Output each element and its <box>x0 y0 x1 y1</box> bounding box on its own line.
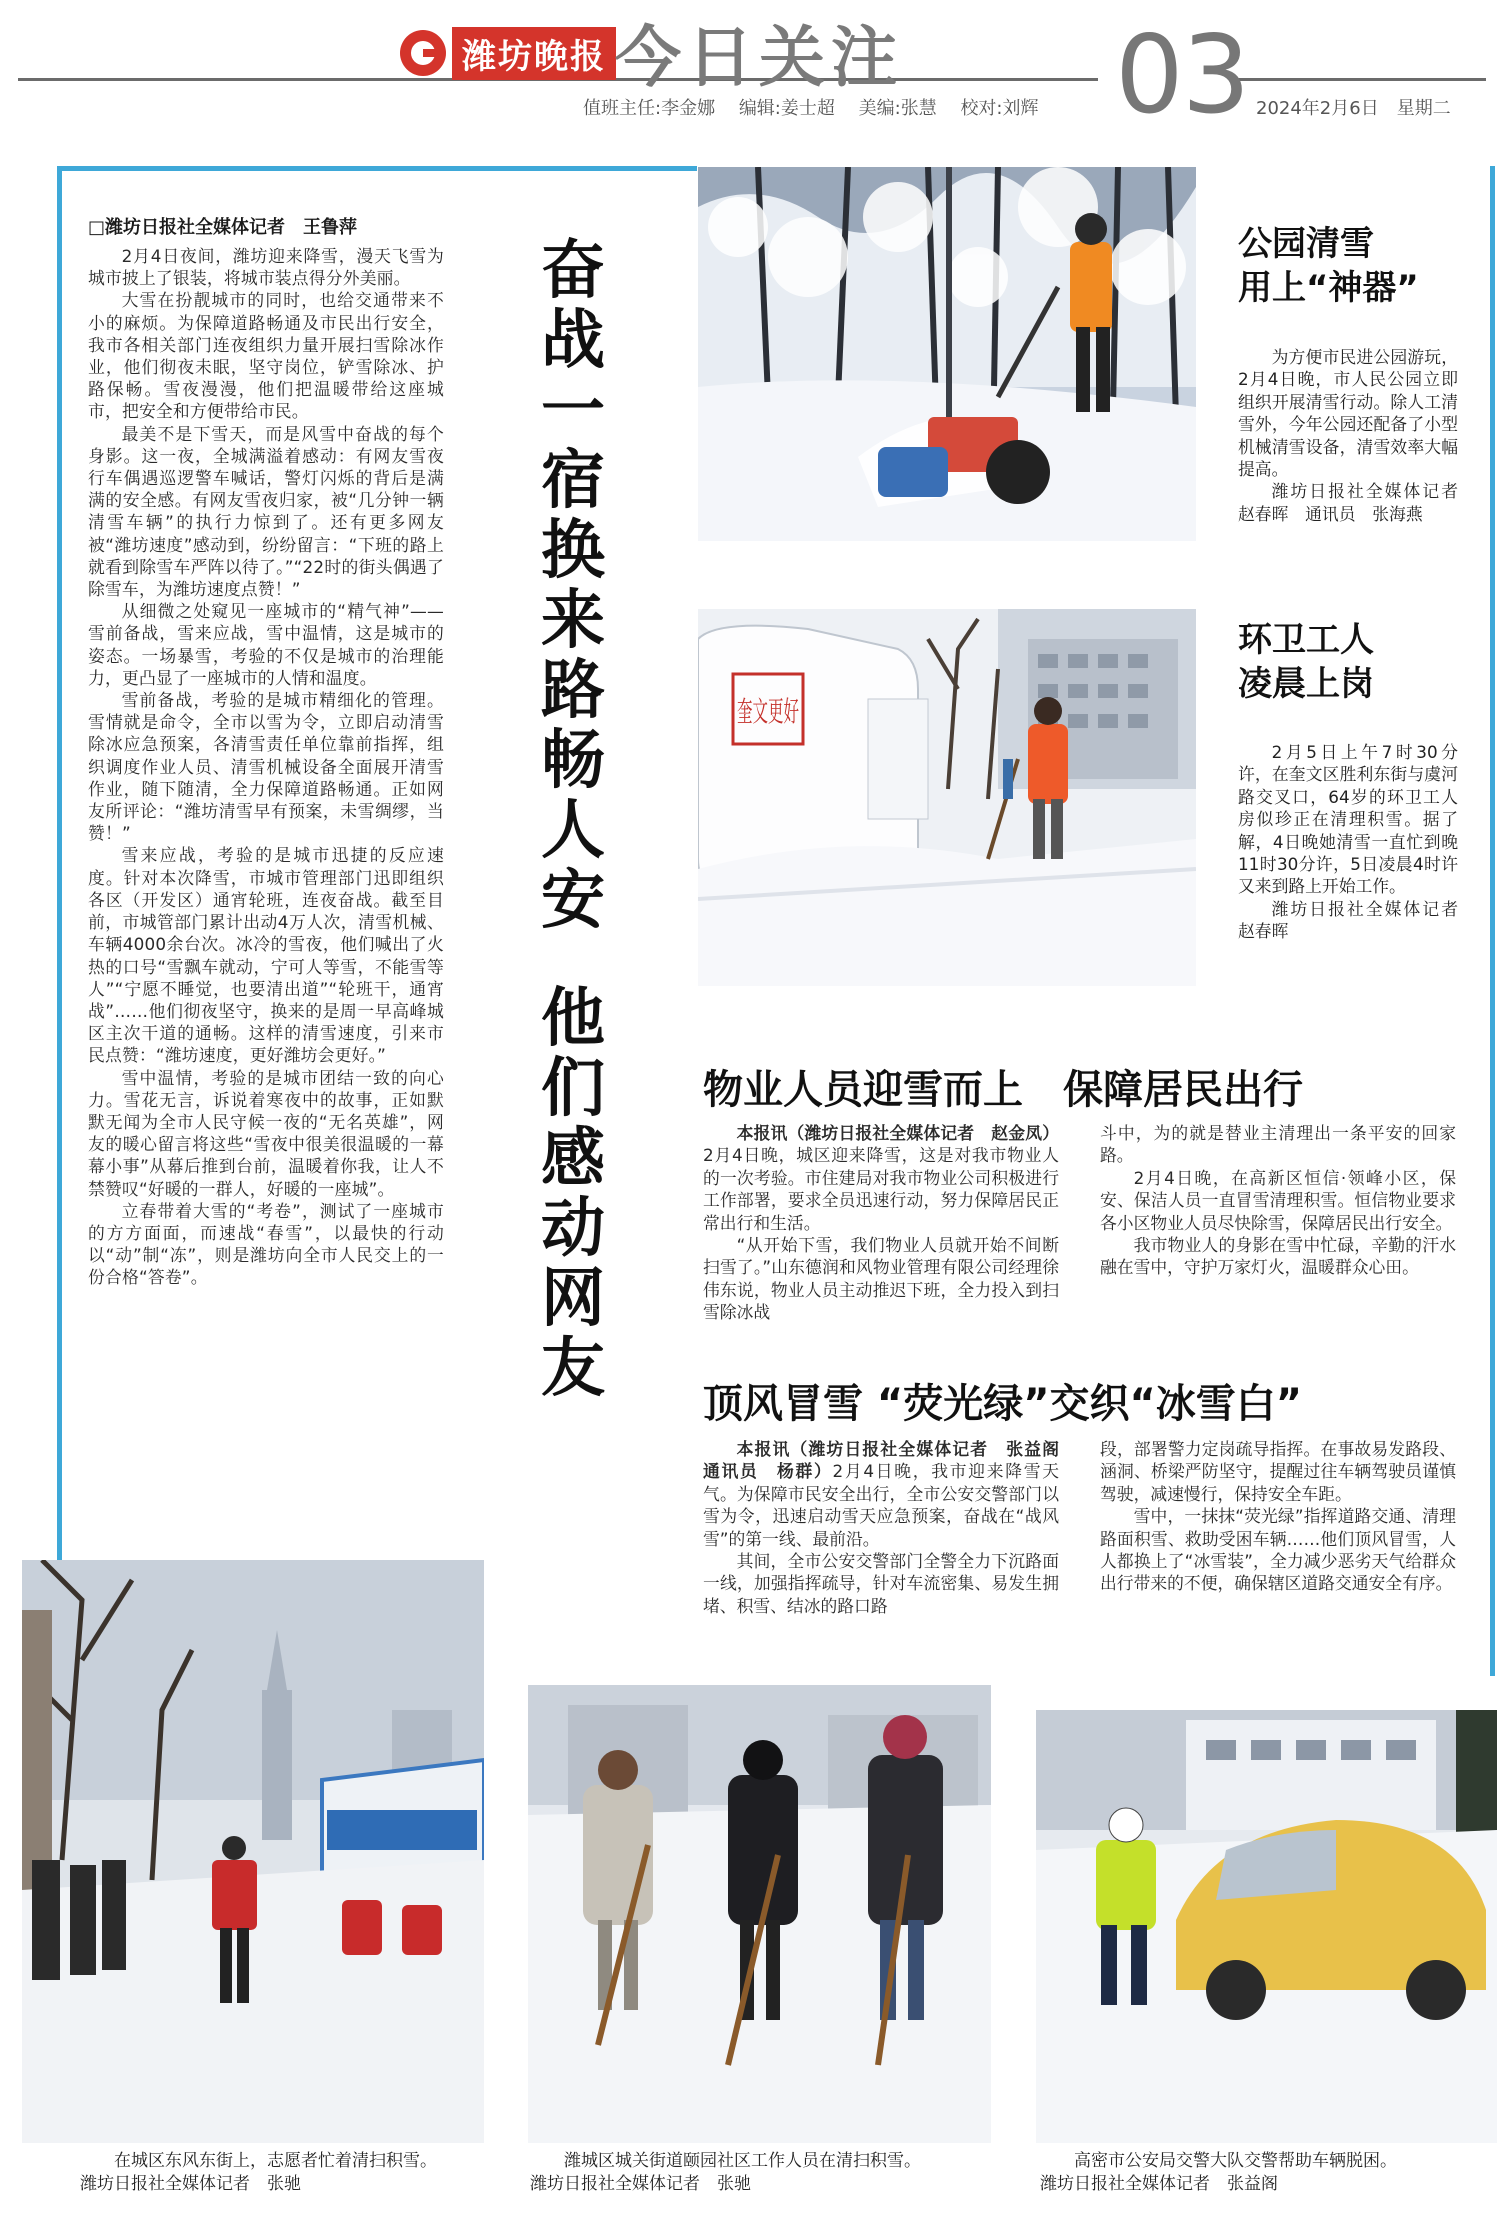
photo-park-snow-blower <box>698 167 1196 541</box>
paper-name: 潍坊晚报 <box>452 27 616 80</box>
photo-caption-3: 高密市公安局交警大队交警帮助车辆脱困。 潍坊日报社全媒体记者 张益阁 <box>1040 2151 1397 2194</box>
section-title: 今日关注 <box>615 18 903 96</box>
police-story-col-1: 本报讯（潍坊日报社全媒体记者 张益阁 通讯员 杨群）2月4日晚，我市迎来降雪天气。为保障市民安全出行，全市公安交警部门以雪为令，迅速启动雪天应急预案，奋战在“战风雪”的第一线、最前沿。 其间，全市公安交警部门全警全力下沉路面一线，加强指挥疏导，针对车流密集、易发生拥堵、积雪、结冰的路口路 <box>703 1439 1076 1616</box>
photo-volunteers-dongfeng-street <box>22 1560 484 2143</box>
park-story-body: 为方便市民进公园游玩，2月4日晚，市人民公园立即组织开展清雪行动。除人工清雪外，今年公园还配备了小型机械清雪设备，清雪效率大幅提高。 潍坊日报社全媒体记者 赵春晖 通讯员 张海燕 <box>1238 347 1458 524</box>
staff-proofreader: 校对:刘辉 <box>960 98 1039 119</box>
main-paragraph: 最美不是下雪天，而是风雪中奋战的每个身影。这一夜，全城满溢着感动：有网友雪夜行车偶遇巡逻警车喊话，警灯闪烁的背后是满满的安全感。有网友雪夜归家，被“几分钟一辆清雪车辆”的执行力惊到了。还有更多网友被“潍坊速度”感动到，纷纷留言：“下班的路上就看到除雪车严阵以待了。”“22时的街头偶遇了除雪车，为潍坊速度点赞！” <box>88 423 444 600</box>
staff-duty-editor: 值班主任:李金娜 <box>583 98 716 119</box>
photo-caption-2: 潍城区城关街道颐园社区工作人员在清扫积雪。 潍坊日报社全媒体记者 张驰 <box>530 2151 921 2194</box>
main-paragraph: 从细微之处窥见一座城市的“精气神”——雪前备战，雪来应战，雪中温情，这是城市的姿态。一场暴雪，考验的不仅是城市的治理能力，更凸显了一座城市的人情和温度。 <box>88 601 444 688</box>
main-paragraph: 雪来应战，考验的是城市迅捷的反应速度。针对本次降雪，市城市管理部门迅即组织各区（开发区）通宵轮班，连夜奋战。截至目前，市城管部门累计出动4万人次，清雪机械、车辆4000余台次。冰冷的雪夜，他们喊出了火热的口号“雪飘车就动，宁可人等雪，不能雪等人”“宁愿不睡觉，也要清出道”“轮班干，通宵战”……他们彻夜坚守，换来的是周一早高峰城区主次干道的通畅。这样的清雪速度，引来市民点赞：“潍坊速度，更好潍坊会更好。” <box>88 845 444 1066</box>
header-rule-right <box>1230 78 1486 81</box>
sanitation-story-headline: 环卫工人 凌晨上岗 <box>1238 620 1374 704</box>
main-paragraph: 大雪在扮靓城市的同时，也给交通带来不小的麻烦。为保障道路畅通及市民出行安全，我市各相关部门连夜组织力量开展扫雪除冰作业，他们彻夜未眠，坚守岗位，铲雪除冰、护路保畅。雪夜漫漫，他们把温暖带给这座城市，把安全和方便带给市民。 <box>88 290 444 422</box>
main-title-line-2: 他们感动网友 <box>541 982 605 1406</box>
paper-logo-icon <box>400 30 446 76</box>
property-story-headline: 物业人员迎雪而上 保障居民出行 <box>703 1067 1303 1113</box>
main-paragraph: 雪中温情，考验的是城市团结一致的向心力。雪花无言，诉说着寒夜中的故事，正如默默无闻为全市人民守候一夜的“无名英雄”，网友的暖心留言将这些“雪夜中很美很温暖的一幕幕小事”从幕后推到台前，温暖着你我，让人不禁赞叹“好暖的一群人，好暖的一座城”。 <box>88 1067 444 1199</box>
staff-credits <box>583 94 1057 120</box>
main-paragraph: 2月4日夜间，潍坊迎来降雪，漫天飞雪为城市披上了银装，将城市装点得分外美丽。 <box>88 246 444 289</box>
sanitation-story-credit: 潍坊日报社全媒体记者 赵春晖 <box>1238 898 1458 942</box>
police-story-headline: 顶风冒雪 “荧光绿”交织“冰雪白” <box>703 1381 1303 1427</box>
frame-border-right <box>1490 166 1495 1676</box>
main-article-title <box>528 236 618 1404</box>
photo-traffic-police-car <box>1036 1710 1497 2143</box>
sanitation-photo-stamp: 奎文更好 <box>737 695 799 728</box>
paper-logo <box>400 28 616 78</box>
police-story-lead: 本报讯（潍坊日报社全媒体记者 张益阁 通讯员 杨群） <box>703 1439 1076 1482</box>
park-story-credit: 潍坊日报社全媒体记者 赵春晖 通讯员 张海燕 <box>1238 481 1458 524</box>
frame-border-left <box>57 166 62 1561</box>
staff-editor: 编辑:姜士超 <box>738 98 835 119</box>
photo-yiyuan-community-workers <box>528 1685 991 2143</box>
photo-sanitation-worker <box>698 609 1196 986</box>
property-story-col-2: 斗中，为的就是替业主清理出一条平安的回家路。 2月4日晚，在高新区恒信·领峰小区，保安、保洁人员一直冒雪清理积雪。恒信物业要求各小区物业人员尽快除雪，保障居民出行安全。 我市物业人的身影在雪中忙碌，辛勤的汗水融在雪中，守护万家灯火，温暖群众心田。 <box>1100 1123 1456 1278</box>
main-paragraph: 立春带着大雪的“考卷”，测试了一座城市的方方面面，而速战“春雪”，以最快的行动以“动”制“冻”，则是潍坊向全市人民交上的一份合格“答卷”。 <box>88 1200 444 1288</box>
park-story-headline: 公园清雪 用上“神器” <box>1238 224 1419 308</box>
photo-caption-1: 在城区东风东街上，志愿者忙着清扫积雪。 潍坊日报社全媒体记者 张驰 <box>80 2151 437 2194</box>
staff-art-editor: 美编:张慧 <box>858 98 937 119</box>
property-story-col-1: 本报讯（潍坊日报社全媒体记者 赵金凤）2月4日晚，城区迎来降雪，这是对我市物业人的一次考验。市住建局对我市物业公司积极进行工作部署，要求全员迅速行动，努力保障居民正常出行和生活。 “从开始下雪，我们物业人员就开始不间断扫雪了。”山东德润和风物业管理有限公司经理徐伟东说，物业人员主动推迟下班，全力投入到扫雪除冰战 <box>703 1123 1059 1323</box>
main-paragraph: 雪前备战，考验的是城市精细化的管理。雪情就是命令，全市以雪为令，立即启动清雪除冰应急预案，各清雪责任单位靠前指挥，组织调度作业人员、清雪机械设备全面展开清雪作业，随下随清，全力保障道路畅通。正如网友所评论：“潍坊清雪早有预案，未雪绸缪，当赞！” <box>88 690 444 844</box>
main-article-body <box>88 245 444 1289</box>
frame-border-top <box>57 166 697 171</box>
issue-date: 2024年2月6日 星期二 <box>1256 98 1451 119</box>
property-story-lead: 本报讯（潍坊日报社全媒体记者 赵金凤） <box>736 1123 1059 1143</box>
sanitation-story-body: 2月5日上午7时30分许，在奎文区胜利东街与虞河路交叉口，64岁的环卫工人房似珍正在清理积雪。据了解，4日晚她清雪一直忙到晚11时30分许，5日凌晨4时许又来到路上开始工作。 潍坊日报社全媒体记者 赵春晖 <box>1238 742 1458 942</box>
main-article-byline: □潍坊日报社全媒体记者 王鲁萍 <box>88 217 358 238</box>
main-title-line-1: 奋战一宿换来路畅人安 <box>541 234 605 938</box>
page-number: 03 <box>1115 13 1249 138</box>
police-story-col-2: 段，部署警力定岗疏导指挥。在事故易发路段、涵洞、桥梁严防坚守，提醒过往车辆驾驶员谨慎驾驶，减速慢行，保持安全车距。 雪中，一抹抹“荧光绿”指挥道路交通、清理路面积雪、救助受困车辆……他们顶风冒雪，人人都换上了“冰雪装”，全力减少恶劣天气给群众出行带来的不便，确保辖区道路交通安全有序。 <box>1100 1439 1456 1594</box>
